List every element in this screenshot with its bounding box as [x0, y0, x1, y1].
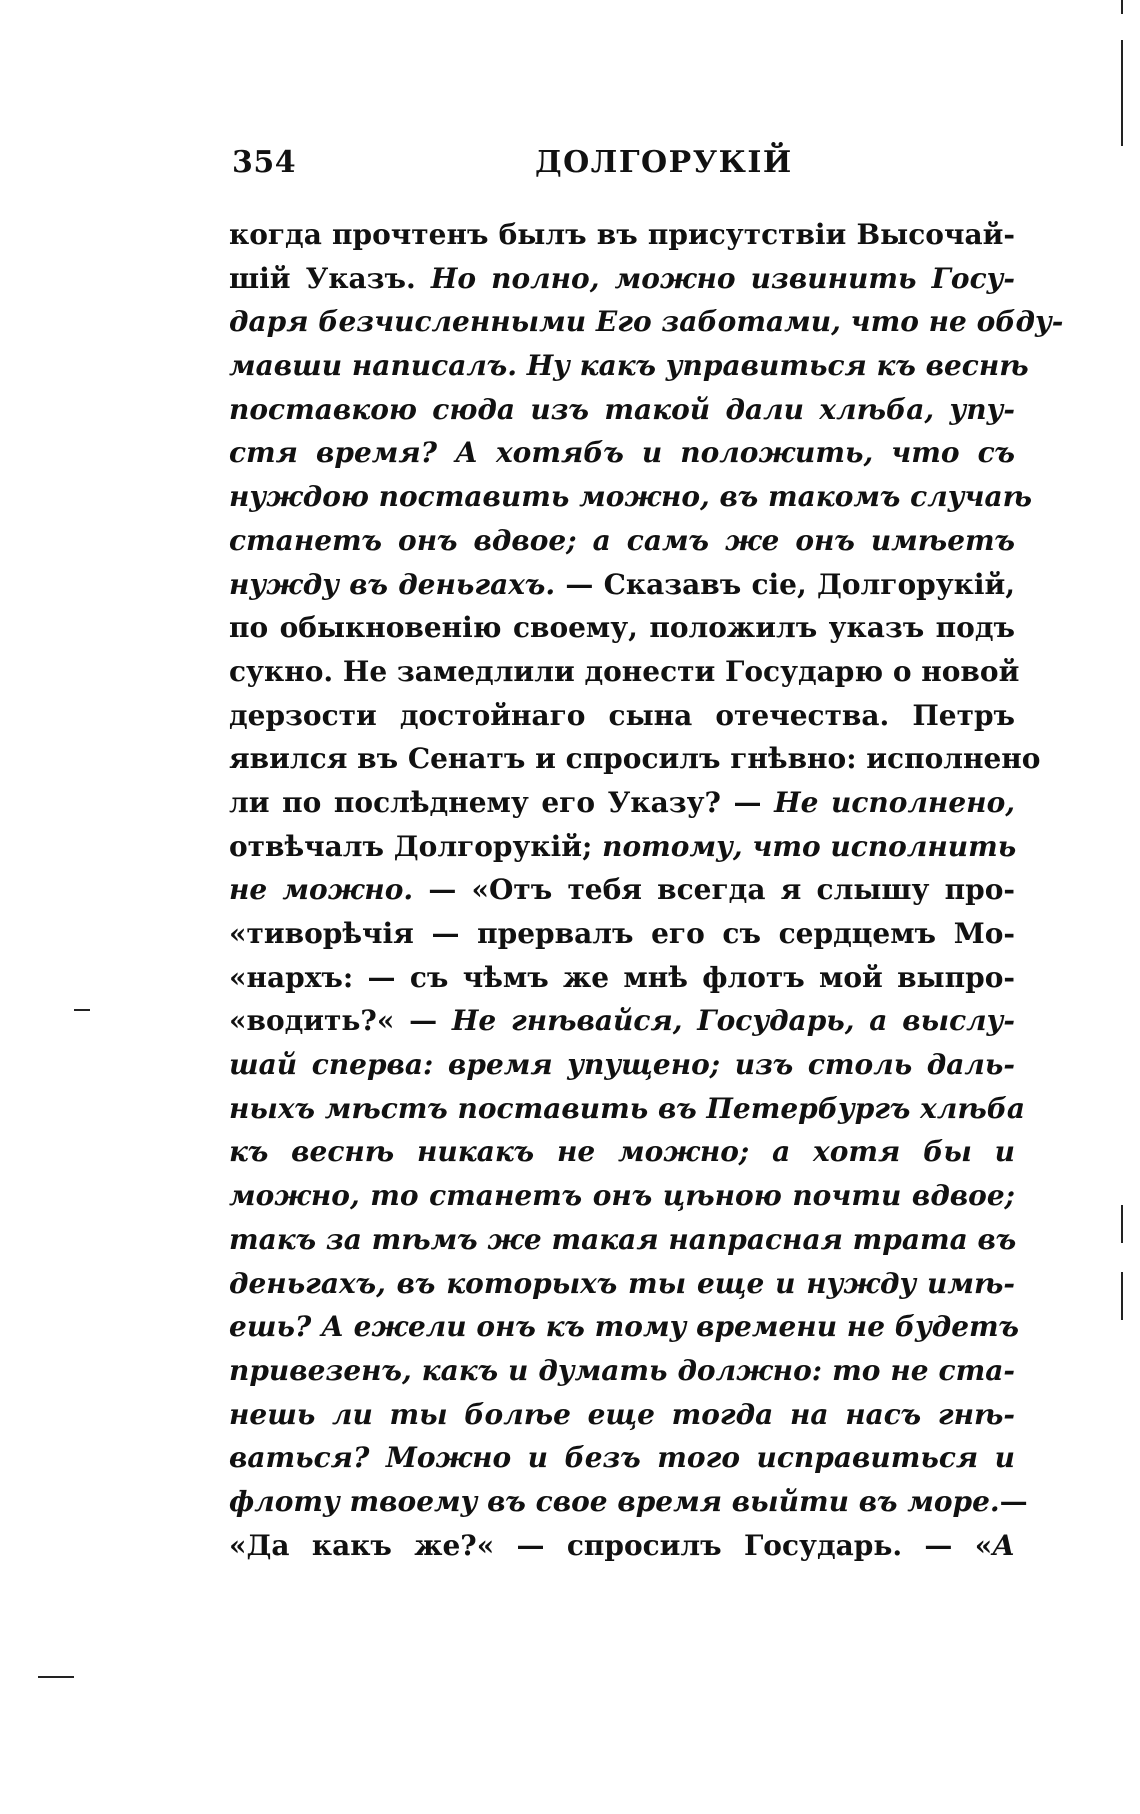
text-segment: отвѣчалъ Долгорукій;: [229, 829, 603, 863]
text-line: [229, 1087, 1026, 1131]
italic-text-segment: потому, что исполнить: [602, 829, 1017, 863]
text-line: [229, 1524, 1015, 1568]
text-line: [229, 1043, 1015, 1087]
italic-text-segment: ваться? Можно и безъ того исправиться и: [229, 1441, 1015, 1475]
italic-text-segment: ешь? А ежели онъ къ тому времени не будетъ: [229, 1310, 1020, 1344]
italic-text-segment: къ веснѣ никакъ не можно; а хотя бы и: [229, 1135, 1015, 1169]
italic-text-segment: поставкою сюда изъ такой дали хлѣба, упу-: [229, 392, 1015, 426]
text-line: [229, 825, 1015, 869]
italic-text-segment: А: [992, 1528, 1015, 1562]
text-line: [229, 563, 1015, 607]
text-line: [229, 1174, 1015, 1218]
text-line: [229, 781, 1015, 825]
text-line: [229, 344, 1029, 388]
text-segment: явился въ Сенатъ и спросилъ гнѣвно: исполнено: [229, 742, 1041, 776]
page-header: [232, 145, 1004, 195]
text-segment: сукно. Не замедлили донести Государю о новой: [229, 654, 1020, 688]
text-segment: по обыкновенію своему, положилъ указъ подъ: [229, 611, 1015, 645]
text-segment: «тиворѣчія — прервалъ его съ сердцемъ Мо-: [229, 917, 1015, 950]
italic-text-segment: станетъ онъ вдвое; а самъ же онъ имѣетъ: [229, 523, 1015, 557]
text-segment: «Да какъ же?« — спросилъ Государь. — «: [229, 1528, 993, 1562]
text-segment: —: [999, 1484, 1028, 1518]
text-segment: — Сказавъ сіе, Долгорукій,: [555, 567, 1015, 601]
scan-mark: [1121, 0, 1123, 14]
text-segment: ли по послѣднему его Указу? —: [229, 785, 775, 819]
text-segment: когда прочтенъ былъ въ присутствіи Высочай-: [229, 218, 1015, 251]
text-line: [229, 213, 1015, 257]
italic-text-segment: не можно.: [229, 873, 414, 907]
body-text: [229, 213, 1064, 1567]
scan-speck: [74, 1009, 90, 1011]
italic-text-segment: ныхъ мѣстъ поставить въ Петербургъ хлѣба: [229, 1091, 1026, 1125]
text-line: [229, 912, 1015, 956]
text-line: [229, 519, 1015, 563]
italic-text-segment: шай сперва: время упущено; изъ столь даль-: [229, 1048, 1015, 1082]
italic-text-segment: нешь ли ты болѣе еще тогда на насъ гнѣ-: [229, 1397, 1015, 1431]
text-segment: «водить?« —: [229, 1004, 452, 1038]
scan-mark: [1121, 1272, 1123, 1320]
italic-text-segment: такъ за тѣмъ же такая напрасная трата въ: [229, 1222, 1017, 1256]
italic-text-segment: мавши написалъ. Ну какъ управиться къ веснѣ: [229, 349, 1029, 383]
italic-text-segment: привезенъ, какъ и думать должно: то не ста-: [229, 1353, 1015, 1387]
text-line: [229, 1393, 1015, 1437]
text-line: [229, 300, 1064, 344]
scan-mark: [1121, 40, 1123, 146]
text-line: [229, 1349, 1015, 1393]
italic-text-segment: нуждою поставить можно, въ такомъ случаѣ: [229, 480, 1032, 514]
text-line: [229, 1436, 1015, 1480]
text-line: [229, 1305, 1020, 1349]
text-line: [229, 868, 1015, 912]
italic-text-segment: флоту твоему въ свое время выйти въ море.: [229, 1484, 1000, 1518]
text-line: [229, 606, 1015, 650]
italic-text-segment: Не исполнено,: [774, 785, 1015, 819]
text-line: [229, 694, 1015, 738]
italic-text-segment: можно, то станетъ онъ цѣною почти вдвое;: [229, 1179, 1015, 1213]
italic-text-segment: нужду въ деньгахъ.: [229, 567, 556, 601]
text-segment: — «Отъ тебя всегда я слышу про-: [413, 873, 1015, 907]
text-segment: дерзости достойнаго сына отечества. Петръ: [229, 698, 1015, 732]
text-line: [229, 1480, 1028, 1524]
page-number: 354: [232, 145, 297, 180]
scan-mark: [1121, 1205, 1123, 1243]
italic-text-segment: Но полно, можно извинить Госу-: [430, 261, 1015, 295]
italic-text-segment: стя время? А хотябъ и положить, что съ: [229, 436, 1015, 470]
text-line: [229, 650, 1020, 694]
scan-speck: [38, 1676, 74, 1678]
italic-text-segment: даря безчисленными Его заботами, что не обду-: [229, 305, 1064, 339]
text-segment: шій Указъ.: [229, 261, 431, 295]
text-segment: «нархъ: — съ чѣмъ же мнѣ флотъ мой выпро-: [229, 960, 1015, 994]
italic-text-segment: Не гнѣвайся, Государь, а выслу-: [451, 1004, 1015, 1038]
text-line: [229, 1262, 1015, 1306]
italic-text-segment: деньгахъ, въ которыхъ ты еще и нужду имѣ-: [229, 1266, 1015, 1300]
text-line: [229, 257, 1015, 301]
running-title: ДОЛГОРУКІЙ: [535, 145, 793, 180]
text-line: [229, 1130, 1015, 1174]
text-line: [229, 737, 1041, 781]
text-line: [229, 956, 1015, 1000]
text-line: [229, 1218, 1015, 1262]
text-line: [229, 475, 1032, 519]
text-line: [229, 431, 1015, 475]
text-line: [229, 999, 1015, 1043]
text-line: [229, 388, 1015, 432]
